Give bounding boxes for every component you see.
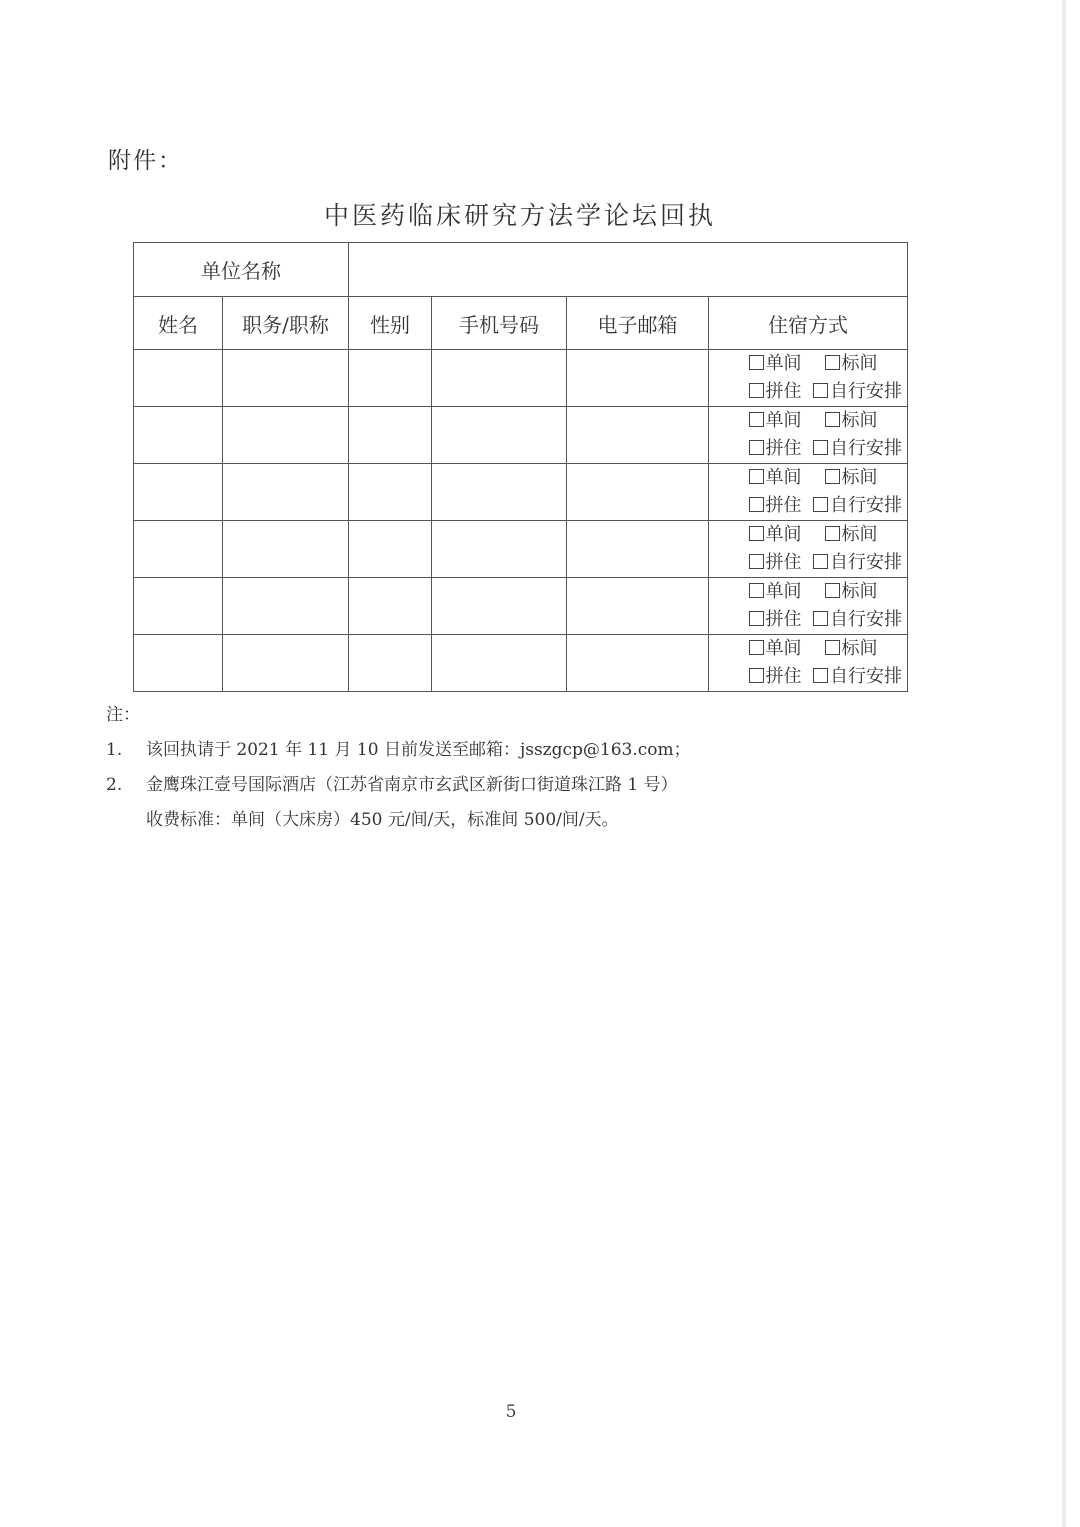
header-title: 职务/职称 <box>223 297 349 350</box>
page-edge <box>1062 0 1066 1527</box>
table-row <box>134 578 908 635</box>
lodging-option[interactable] <box>813 663 902 691</box>
fee-standard-line <box>106 803 691 838</box>
phone-cell[interactable] <box>432 635 567 692</box>
checkbox-icon[interactable] <box>749 355 764 370</box>
lodging-option-label: 拼住 <box>765 609 802 630</box>
table-row <box>134 464 908 521</box>
lodging-option[interactable] <box>813 549 902 577</box>
checkbox-icon[interactable] <box>813 497 828 512</box>
lodging-option[interactable] <box>813 378 902 406</box>
lodging-option[interactable] <box>813 635 889 663</box>
checkbox-icon[interactable] <box>749 440 764 455</box>
lodging-option-label: 标间 <box>841 467 878 488</box>
lodging-options-cell <box>709 521 908 578</box>
table-row <box>134 350 908 407</box>
lodging-option-label: 拼住 <box>765 552 802 573</box>
lodging-option[interactable] <box>737 521 813 549</box>
page-number: 5 <box>505 1402 517 1422</box>
lodging-option[interactable] <box>737 464 813 492</box>
name-cell[interactable] <box>134 578 223 635</box>
name-cell[interactable] <box>134 464 223 521</box>
checkbox-icon[interactable] <box>749 583 764 598</box>
checkbox-icon[interactable] <box>825 355 840 370</box>
gender-cell[interactable] <box>349 578 432 635</box>
lodging-option[interactable] <box>737 549 813 577</box>
name-cell[interactable] <box>134 350 223 407</box>
checkbox-icon[interactable] <box>749 497 764 512</box>
lodging-option[interactable] <box>813 350 889 378</box>
title-cell[interactable] <box>223 350 349 407</box>
checkbox-icon[interactable] <box>813 440 828 455</box>
document-title: 中医药临床研究方法学论坛回执 <box>323 201 716 230</box>
header-gender: 性别 <box>349 297 432 350</box>
lodging-option[interactable] <box>737 435 813 463</box>
lodging-option[interactable] <box>813 521 889 549</box>
lodging-option[interactable] <box>813 492 902 520</box>
lodging-option[interactable] <box>737 350 813 378</box>
email-cell[interactable] <box>567 521 709 578</box>
checkbox-icon[interactable] <box>825 526 840 541</box>
lodging-option[interactable] <box>813 464 889 492</box>
lodging-option[interactable] <box>737 663 813 691</box>
checkbox-icon[interactable] <box>749 611 764 626</box>
lodging-option-label: 标间 <box>841 353 878 374</box>
phone-cell[interactable] <box>432 464 567 521</box>
gender-cell[interactable] <box>349 407 432 464</box>
note-item-1 <box>106 733 691 768</box>
lodging-option[interactable] <box>737 407 813 435</box>
header-name: 姓名 <box>134 297 223 350</box>
checkbox-icon[interactable] <box>825 469 840 484</box>
lodging-option-label: 自行安排 <box>830 552 902 573</box>
lodging-option[interactable] <box>813 407 889 435</box>
lodging-options-cell <box>709 635 908 692</box>
gender-cell[interactable] <box>349 350 432 407</box>
unit-name-field[interactable] <box>349 243 908 297</box>
email-cell[interactable] <box>567 635 709 692</box>
name-cell[interactable] <box>134 521 223 578</box>
lodging-option-label: 拼住 <box>765 381 802 402</box>
checkbox-icon[interactable] <box>813 554 828 569</box>
lodging-option-label: 自行安排 <box>830 495 902 516</box>
lodging-options-cell <box>709 464 908 521</box>
lodging-option[interactable] <box>737 378 813 406</box>
checkbox-icon[interactable] <box>749 640 764 655</box>
lodging-option-label: 标间 <box>841 524 878 545</box>
email-cell[interactable] <box>567 350 709 407</box>
notes-section <box>106 698 691 838</box>
unit-label: 单位名称 <box>134 243 349 297</box>
phone-cell[interactable] <box>432 407 567 464</box>
note-item-2 <box>106 768 691 803</box>
title-cell[interactable] <box>223 578 349 635</box>
lodging-option-label: 单间 <box>765 638 802 659</box>
table-row <box>134 635 908 692</box>
lodging-option-label: 拼住 <box>765 438 802 459</box>
email-cell[interactable] <box>567 578 709 635</box>
lodging-option-label: 自行安排 <box>830 666 902 687</box>
note-text: 金鹰珠江壹号国际酒店（江苏省南京市玄武区新街口街道珠江路 1 号） <box>146 775 678 795</box>
checkbox-icon[interactable] <box>749 668 764 683</box>
checkbox-icon[interactable] <box>813 668 828 683</box>
lodging-option-label: 自行安排 <box>830 609 902 630</box>
name-cell[interactable] <box>134 407 223 464</box>
lodging-option-label: 拼住 <box>765 666 802 687</box>
lodging-option-label: 单间 <box>765 353 802 374</box>
checkbox-icon[interactable] <box>749 469 764 484</box>
title-cell[interactable] <box>223 635 349 692</box>
lodging-options-cell <box>709 350 908 407</box>
checkbox-icon[interactable] <box>749 554 764 569</box>
name-cell[interactable] <box>134 635 223 692</box>
lodging-option[interactable] <box>813 578 889 606</box>
lodging-option[interactable] <box>737 606 813 634</box>
title-cell[interactable] <box>223 464 349 521</box>
gender-cell[interactable] <box>349 521 432 578</box>
header-phone: 手机号码 <box>432 297 567 350</box>
lodging-option-label: 单间 <box>765 467 802 488</box>
checkbox-icon[interactable] <box>749 383 764 398</box>
lodging-option[interactable] <box>737 492 813 520</box>
table-row <box>134 521 908 578</box>
title-cell[interactable] <box>223 521 349 578</box>
checkbox-icon[interactable] <box>825 412 840 427</box>
checkbox-icon[interactable] <box>825 640 840 655</box>
lodging-option-label: 标间 <box>841 410 878 431</box>
lodging-option[interactable] <box>813 606 902 634</box>
lodging-option-label: 自行安排 <box>830 381 902 402</box>
email-cell[interactable] <box>567 407 709 464</box>
email-cell[interactable] <box>567 464 709 521</box>
gender-cell[interactable] <box>349 635 432 692</box>
phone-cell[interactable] <box>432 521 567 578</box>
checkbox-icon[interactable] <box>749 526 764 541</box>
unit-row <box>134 243 908 297</box>
notes-label: 注： <box>106 705 140 725</box>
checkbox-icon[interactable] <box>813 383 828 398</box>
lodging-option-label: 单间 <box>765 410 802 431</box>
note-text: 该回执请于 2021 年 11 月 10 日前发送至邮箱：jsszgcp@163.com； <box>146 740 691 760</box>
lodging-option-label: 标间 <box>841 581 878 602</box>
lodging-option-label: 自行安排 <box>830 438 902 459</box>
title-cell[interactable] <box>223 407 349 464</box>
lodging-option-label: 单间 <box>765 581 802 602</box>
note-number: 2. <box>106 775 123 795</box>
lodging-options-cell <box>709 578 908 635</box>
reply-form-table <box>133 242 908 692</box>
lodging-option[interactable] <box>737 578 813 606</box>
lodging-option-label: 单间 <box>765 524 802 545</box>
phone-cell[interactable] <box>432 350 567 407</box>
lodging-option-label: 标间 <box>841 638 878 659</box>
attachment-label: 附件： <box>108 148 183 174</box>
header-row <box>134 297 908 350</box>
header-email: 电子邮箱 <box>567 297 709 350</box>
lodging-option-label: 拼住 <box>765 495 802 516</box>
checkbox-icon[interactable] <box>749 412 764 427</box>
checkbox-icon[interactable] <box>813 611 828 626</box>
header-lodging: 住宿方式 <box>709 297 908 350</box>
gender-cell[interactable] <box>349 464 432 521</box>
lodging-option[interactable] <box>813 435 902 463</box>
checkbox-icon[interactable] <box>825 583 840 598</box>
phone-cell[interactable] <box>432 578 567 635</box>
note-number: 1. <box>106 740 123 760</box>
table-row <box>134 407 908 464</box>
lodging-options-cell <box>709 407 908 464</box>
fee-text: 收费标准：单间（大床房）450 元/间/天，标准间 500/间/天。 <box>146 810 619 830</box>
lodging-option[interactable] <box>737 635 813 663</box>
